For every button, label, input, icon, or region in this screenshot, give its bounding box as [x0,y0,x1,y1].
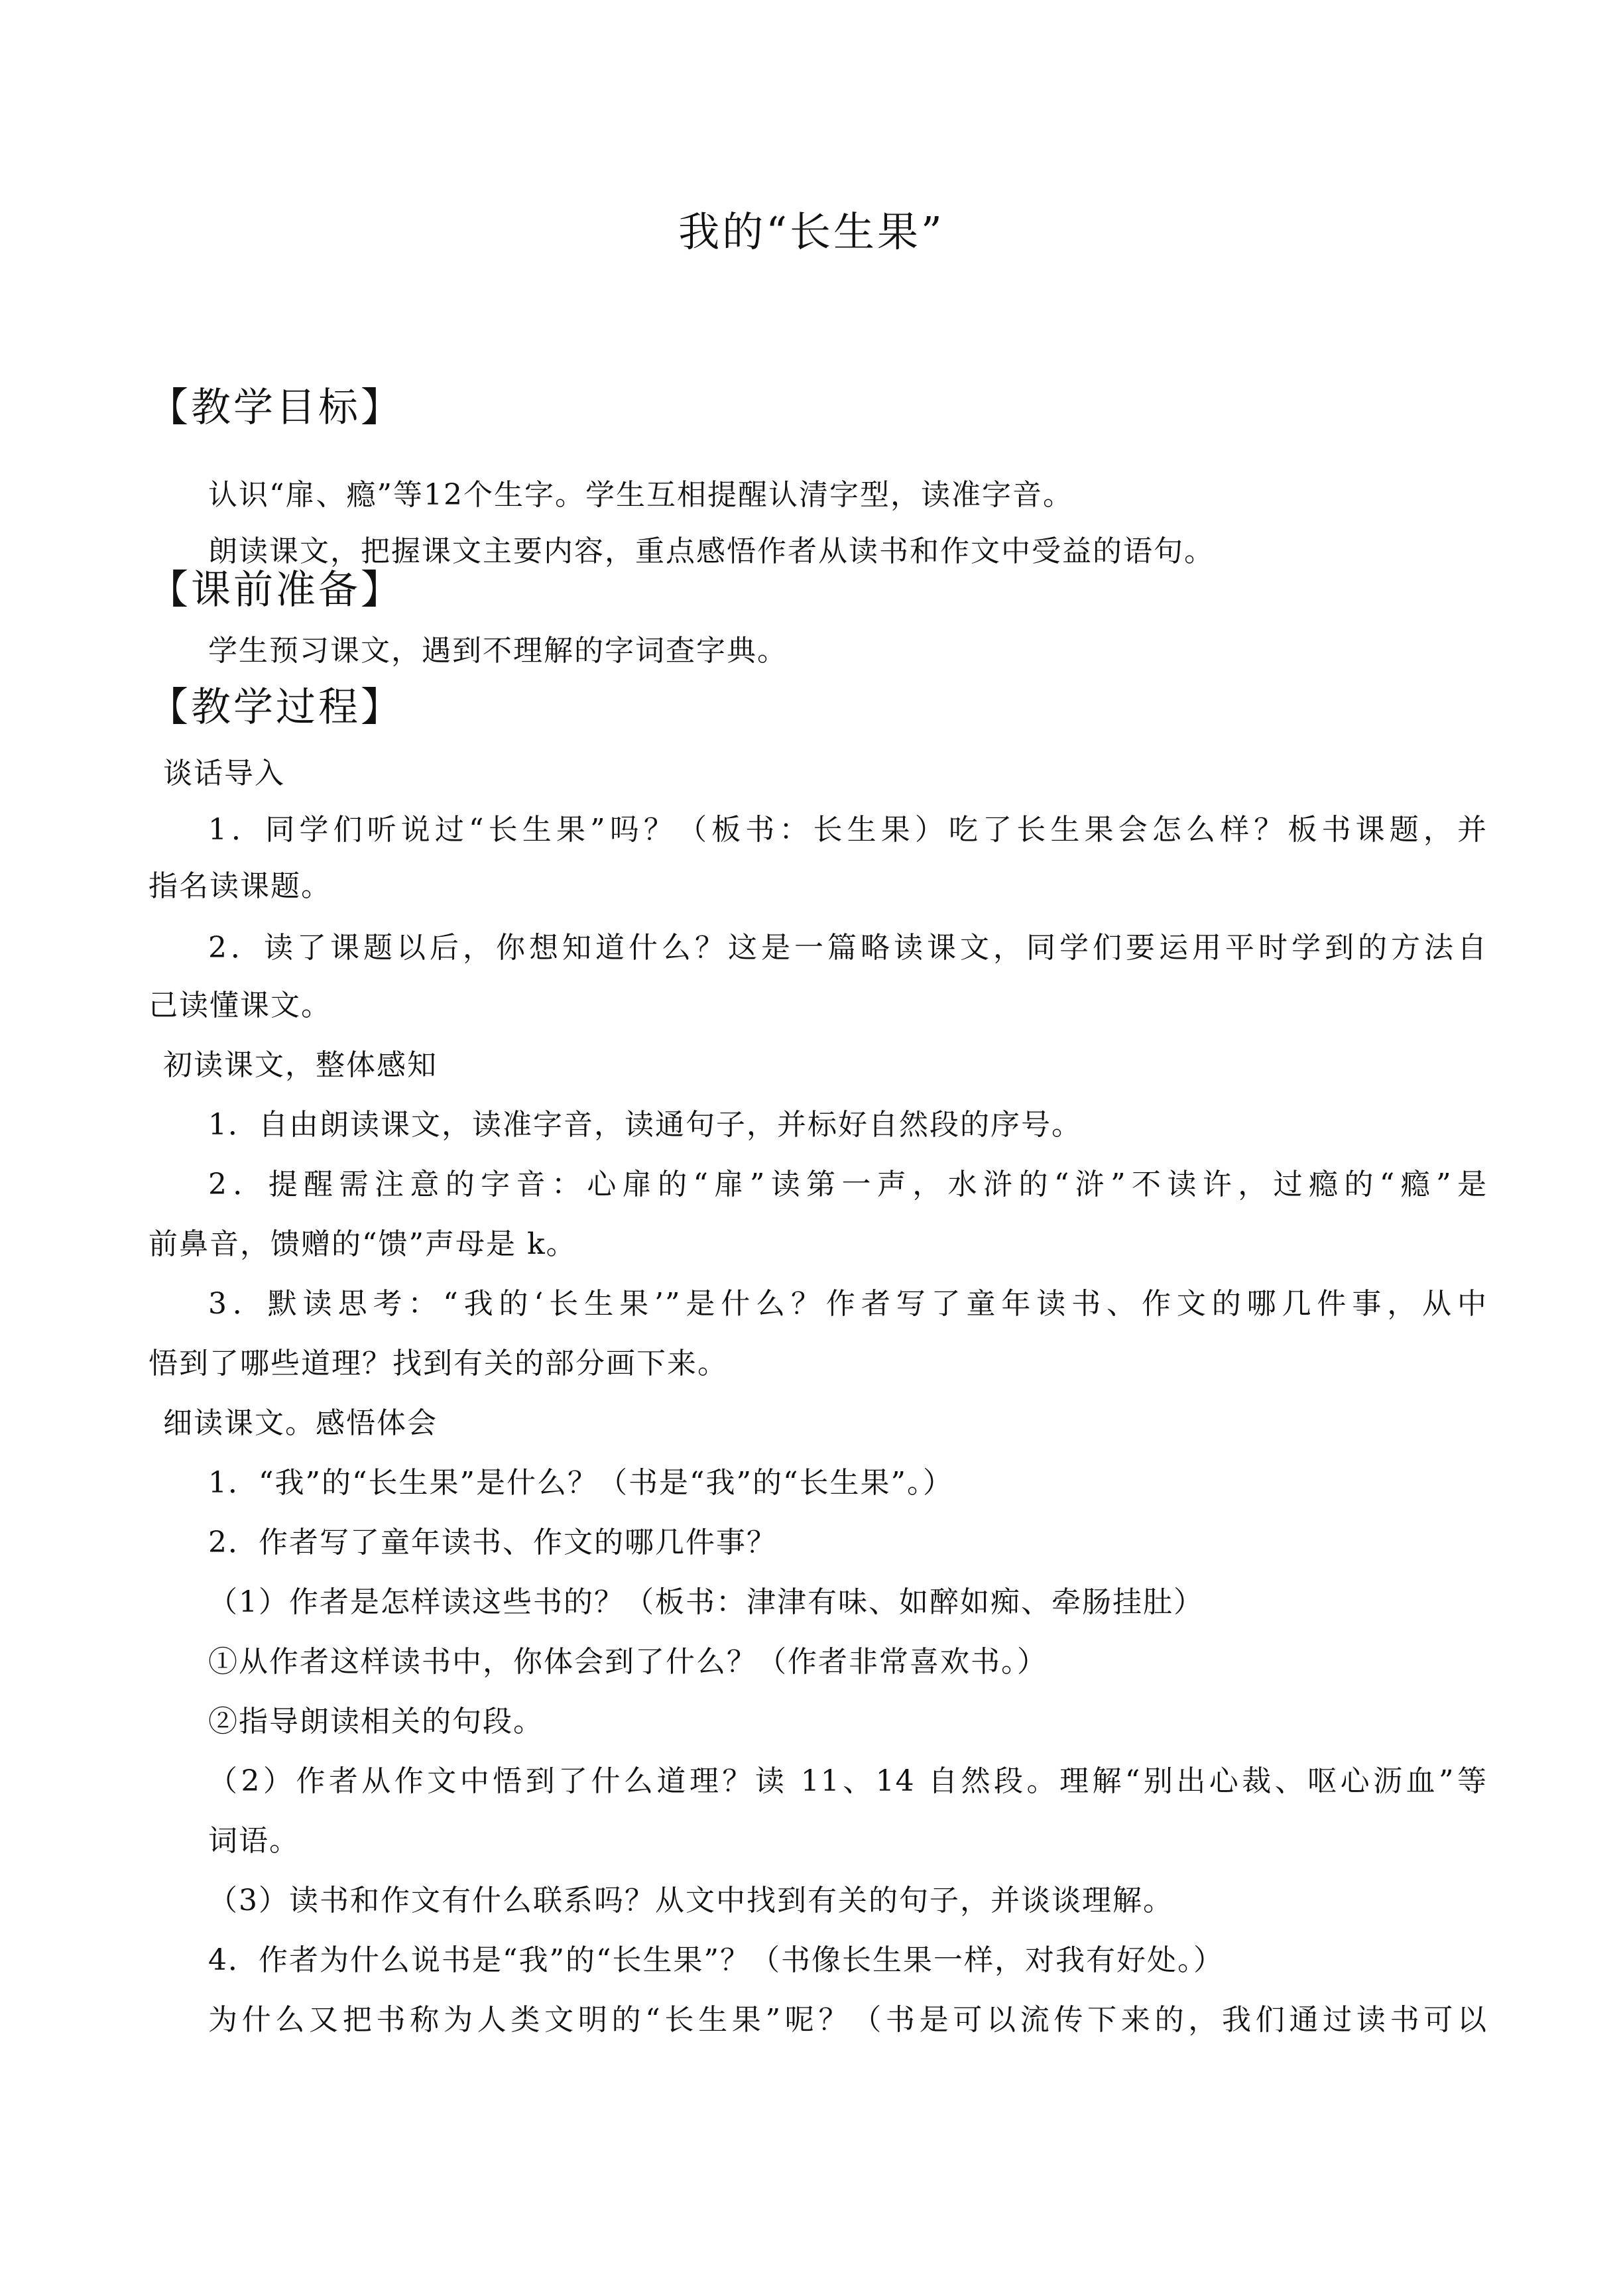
process-line: 3．默读思考：“我的‘长生果’”是什么？作者写了童年读书、作文的哪几件事，从中 [208,1287,1488,1321]
process-line: 前鼻音，馈赠的“馈”声母是 k。 [149,1227,577,1261]
process-line: 为什么又把书称为人类文明的“长生果”呢？（书是可以流传下来的，我们通过读书可以 [208,2003,1488,2037]
process-line: 词语。 [208,1824,300,1858]
process-line: 2．读了课题以后，你想知道什么？这是一篇略读课文，同学们要运用平时学到的方法自 [208,931,1488,965]
goals-line-1: 认识“扉、瘾”等12个生字。学生互相提醒认清字型，读准字音。 [208,478,1073,512]
process-line: 悟到了哪些道理？找到有关的部分画下来。 [149,1347,728,1380]
goals-line-2: 朗读课文，把握课文主要内容，重点感悟作者从读书和作文中受益的语句。 [208,534,1215,568]
prep-line-1: 学生预习课文，遇到不理解的字词查字典。 [208,634,788,668]
heading-class-prep: 【课前准备】 [149,567,403,613]
heading-teaching-goals: 【教学目标】 [149,385,403,431]
document-title: 我的“长生果” [678,208,945,256]
process-line: 1．同学们听说过“长生果”吗？（板书：长生果）吃了长生果会怎么样？板书课题，并 [208,813,1488,847]
process-line: ①从作者这样读书中，你体会到了什么？（作者非常喜欢书。） [208,1645,1048,1679]
process-line: （3）读书和作文有什么联系吗？从文中找到有关的句子，并谈谈理解。 [208,1884,1173,1917]
process-line: （2）作者从作文中悟到了什么道理？读 11、14 自然段。理解“别出心裁、呕心沥血”等 [208,1764,1488,1798]
process-line: 1．“我”的“长生果”是什么？（书是“我”的“长生果”。） [208,1466,953,1500]
sub-heading-intro: 谈话导入 [163,756,285,790]
process-line: 1．自由朗读课文，读准字音，读通句子，并标好自然段的序号。 [208,1108,1082,1142]
process-line: 2．作者写了童年读书、作文的哪几件事？ [208,1526,777,1559]
heading-teaching-process: 【教学过程】 [149,684,403,731]
sub-heading-close-reading: 细读课文。感悟体会 [163,1406,438,1440]
sub-heading-first-reading: 初读课文，整体感知 [163,1048,438,1082]
process-line: 指名读课题。 [149,869,331,903]
process-line: 2．提醒需注意的字音：心扉的“扉”读第一声，水浒的“浒”不读许，过瘾的“瘾”是 [208,1168,1488,1201]
process-line: ②指导朗读相关的句段。 [208,1705,544,1738]
process-line: 己读懂课文。 [149,989,331,1022]
process-line: （1）作者是怎样读这些书的？（板书：津津有味、如醉如痴、牵肠挂肚） [208,1585,1204,1619]
process-line: 4．作者为什么说书是“我”的“长生果”？（书像长生果一样，对我有好处。） [208,1943,1224,1977]
